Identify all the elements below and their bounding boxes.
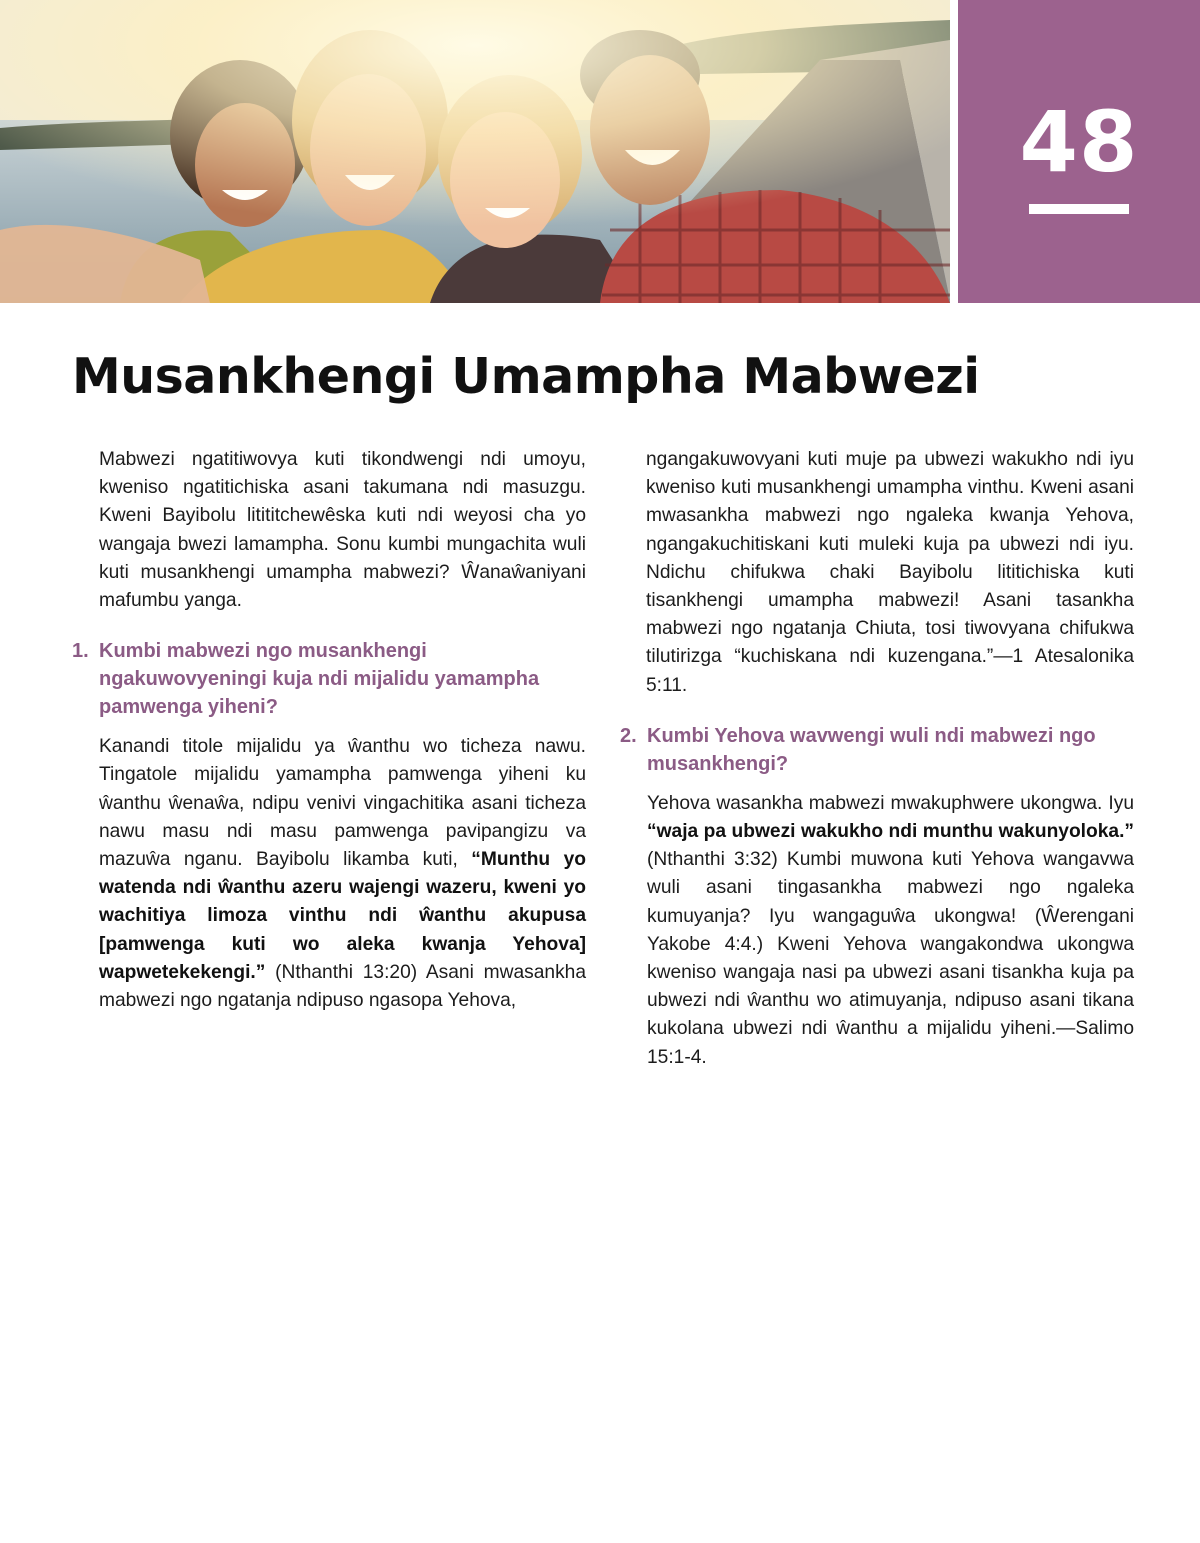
question-heading-2 [620, 722, 1134, 778]
question-heading-1 [72, 637, 586, 721]
question-2-answer [647, 790, 1134, 1072]
answer-text: (Nthanthi 3:32) Kumbi muwona kuti Yehova wangavwa wuli asani tingasankha mabwezi ngo ngaleka kumuyanja? Iyu wangaguŵa ukongwa! (Ŵerengani Yakobe 4:4.) Kweni Yehova wangakondwa ukongwa kweniso wangaja nasi pa ubwezi asani tisankha kuja pa ubwezi ndi ŵanthu wo atimuyanja, ndipuso asani tikana kukolana ubwezi ndi ŵanthu a mijalidu yiheni.—Salimo 15:1-4. [647, 849, 1134, 1068]
badge-underline [1029, 204, 1129, 214]
left-column [72, 446, 586, 1015]
question-1-answer-continued [646, 446, 1134, 700]
question-text: Kumbi mabwezi ngo musankhengi ngakuwovyeningi kuja ndi mijalidu yamampha pamwenga yiheni? [99, 640, 540, 719]
friends-selfie-illustration [0, 0, 950, 303]
lesson-number: 48 [1019, 93, 1139, 191]
question-1-answer [99, 733, 586, 1015]
question-number: 1. [72, 640, 89, 663]
answer-text: Kanandi titole mijalidu ya ŵanthu wo ticheza nawu. Tingatole mijalidu yamampha pamwenga yiheni ku ŵanthu ŵenaŵa, ndipu venivi vingachitika asani ticheza nawu masu ndi masu pamwenga pavipangizu va mazuŵa nganu. Bayibolu likamba kuti, [99, 736, 586, 871]
hero-photo [0, 0, 950, 303]
question-text: Kumbi Yehova wavwengi wuli ndi mabwezi ngo musankhengi? [647, 724, 1096, 775]
answer-text: (Nthanthi 13:20) Asani mwasankha mabwezi ngo ngatanja ndipuso ngasopa Yehova, [99, 961, 586, 1012]
question-number: 2. [620, 724, 637, 747]
intro-paragraph: Mabwezi ngatitiwovya kuti tikondwengi ndi umoyu, kweniso ngatitichiska asani takumana ndi masuzgu. Kweni Bayibolu litititchewêska kuti ndi weyosi cha yo wangaja bwezi lamampha. Sonu kumbi mungachita wuli kuti musankhengi umampha mabwezi? Ŵanaŵaniyani mafumbu yanga. [99, 449, 586, 612]
answer-text: ngangakuwovyani kuti muje pa ubwezi wakukho ndi iyu kweniso kuti musankhengi umampha vinthu. Kweni asani mwasankha mabwezi ngo ngaleka kwanja Yehova, ngangakuchitiskani kuti muleki kuja pa ubwezi ndi iyu. Ndichu chifukwa chaki Bayibolu lititichiska kuti tisankhengi umampha mabwezi! Asani tasankha mabwezi ngo ngatanja Chiuta, tosi tiwovyana chifukwa tilutirizga “kuchiskana ndi kuzengana.”—1 Atesalonika 5:11. [646, 449, 1134, 696]
page-title: Musankhengi Umampha Mabwezi [72, 348, 980, 405]
scripture-quote: “waja pa ubwezi wakukho ndi munthu wakunyoloka.” [647, 821, 1134, 843]
scripture-quote: “Munthu yo watenda ndi ŵanthu azeru wajengi wazeru, kweni yo wachitiya limoza vinthu ndi ŵanthu akupusa [pamwenga kuti wo aleka kwanja Yehova] wapwetekekengi.” [99, 849, 586, 983]
lesson-number-badge [958, 0, 1200, 303]
right-column [620, 446, 1134, 1072]
answer-text: Yehova wasankha mabwezi mwakuphwere ukongwa. Iyu [647, 792, 1134, 814]
